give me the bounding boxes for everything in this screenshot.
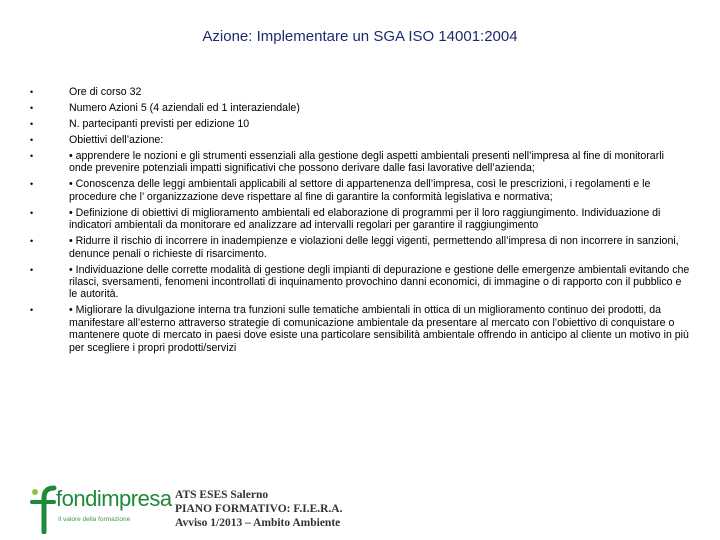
list-item (30, 134, 690, 146)
bullet: • (30, 151, 34, 161)
bullet: • (30, 207, 34, 218)
logo-tagline: Il valore della formazione (58, 516, 131, 523)
footer (0, 478, 720, 540)
logo-mark-icon (28, 484, 58, 534)
footer-line-ats: ATS ESES Salerno (175, 489, 269, 501)
list-item (30, 304, 690, 354)
bullet: • (30, 87, 34, 97)
logo-wordmark: fondimpresa (56, 486, 172, 511)
list-item-text: N. partecipanti previsti per edizione 10 (69, 118, 250, 130)
content-list (30, 86, 690, 358)
footer-line-avviso: Avviso 1/2013 – Ambito Ambiente (175, 517, 341, 529)
footer-info (175, 488, 342, 530)
list-item-text: • Individuazione delle corrette modalità di gestione degli impianti di depurazione e gestione delle emergenze ambientali evitando che rilasci, sversamenti, fenomeni incontrollati di inquinamento provochino danni economici, di immagine o di rapporto con il pubblico e le autorità. (69, 263, 690, 301)
list-item (30, 207, 690, 232)
list-item-text: Numero Azioni 5 (4 aziendali ed 1 interaziendale) (69, 102, 300, 114)
bullet: • (30, 103, 34, 113)
list-item (30, 118, 690, 130)
page-title: Azione: Implementare un SGA ISO 14001:2004 (202, 28, 518, 45)
footer-line-piano: PIANO FORMATIVO: F.I.E.R.A. (175, 503, 343, 515)
fondimpresa-logo (28, 484, 172, 534)
bullet: • (30, 264, 34, 275)
list-item-text: Ore di corso 32 (69, 86, 142, 98)
bullet: • (30, 305, 34, 316)
list-item-text: • apprendere le nozioni e gli strumenti essenziali alla gestione degli aspetti ambientali presenti nell’impresa al fine di monitorarli onde prevenire potenziali impatti significativi che possono derivare dalle fasi lavorative dell’azienda; (69, 150, 664, 175)
list-item (30, 102, 690, 114)
list-item-text: Obiettivi dell’azione: (69, 134, 164, 146)
list-item-text: • Conoscenza delle leggi ambientali applicabili al settore di appartenenza dell’impresa, così le prescrizioni, i regolamenti e le procedure che l’ organizzazione deve rispettare al fine di garantire la conformità legislativa e normativa; (69, 178, 651, 203)
list-item-text: • Definizione di obiettivi di miglioramento ambientali ed elaborazione di programmi per il loro raggiungimento. Individuazione di indicatori ambientali da monitorare ed analizzare ad intervalli regolari per garantire il raggiungimento (69, 206, 661, 232)
list-item-text: • Ridurre il rischio di incorrere in inadempienze e violazioni delle leggi vigenti, permettendo all’impresa di non incorrere in sanzioni, denunce penali o richieste di risarcimento. (69, 235, 679, 260)
list-item (30, 86, 690, 98)
list-item (30, 178, 690, 203)
list-item (30, 150, 690, 175)
bullet: • (30, 135, 34, 145)
bullet: • (30, 119, 34, 129)
bullet: • (30, 179, 34, 190)
list-item (30, 264, 690, 301)
list-item (30, 235, 690, 260)
bullet: • (30, 236, 34, 247)
list-item-text: • Migliorare la divulgazione interna tra funzioni sulle tematiche ambientali in ottica di un miglioramento continuo dei prodotti, da manifestare all’esterno attraverso strategie di comunicazione ambientale da presentare al mercato con l’obiettivo di conquistare o mantenere quote di mercato in paesi dove esiste una particolare sensibilità ambientale offrendo in anticipo al cliente un motivo in più per scegliere i propri prodotti/servizi (69, 304, 689, 354)
